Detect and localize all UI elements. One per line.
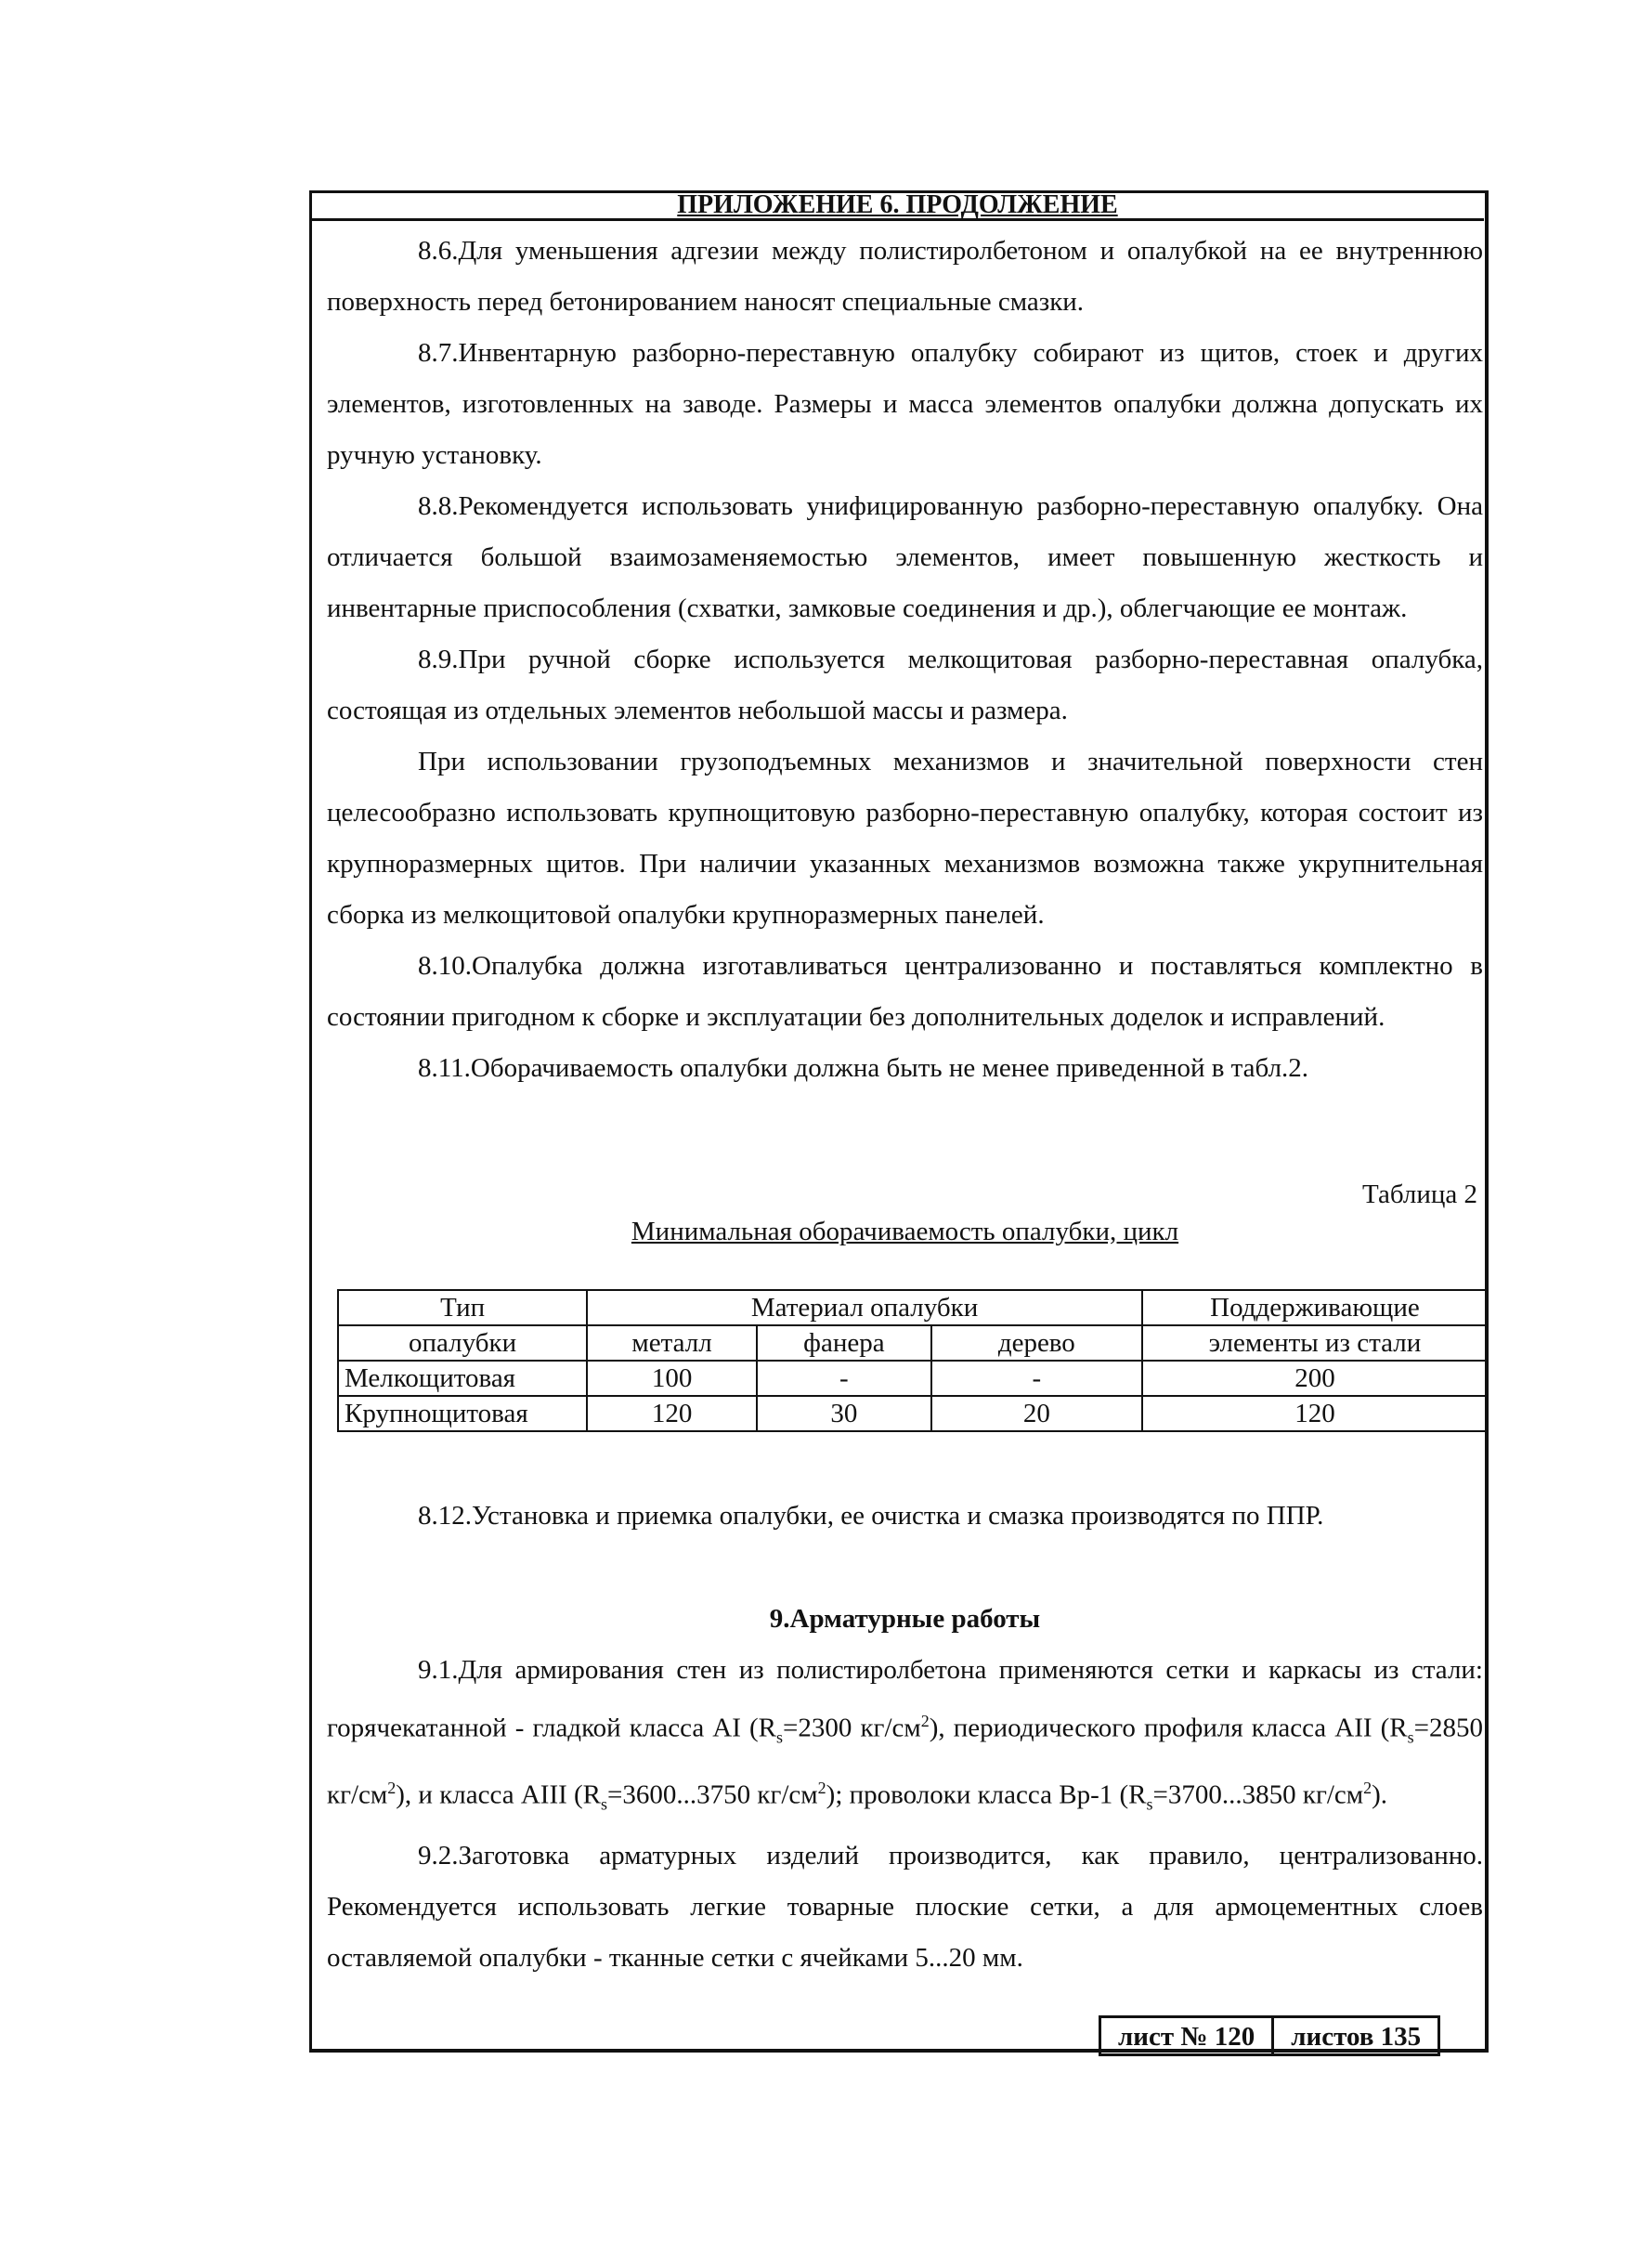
table-header-type-2: опалубки bbox=[338, 1325, 587, 1361]
table-cell: 200 bbox=[1142, 1361, 1488, 1396]
table-cell: 120 bbox=[587, 1396, 757, 1431]
appendix-header: ПРИЛОЖЕНИЕ 6. ПРОДОЛЖЕНИЕ bbox=[311, 192, 1484, 221]
table-cell: Мелкощитовая bbox=[338, 1361, 587, 1396]
table-cell: 30 bbox=[757, 1396, 931, 1431]
table-row bbox=[338, 1396, 1488, 1431]
p91-sup: 2 bbox=[920, 1712, 930, 1730]
p91-text-d: =2850 кг/см bbox=[327, 1713, 1483, 1811]
table-title: Минимальная оборачиваемость опалубки, цикл bbox=[631, 1217, 1179, 1246]
sheet-number: лист № 120 bbox=[1099, 2015, 1274, 2056]
p91-text-g: ); проволоки класса Bp-1 (R bbox=[826, 1780, 1147, 1811]
p91-sub: s bbox=[776, 1727, 784, 1747]
paragraph-8-10: 8.10.Опалубка должна изготавливаться централизованно и поставляться комплектно в состоянии пригодном к сборке и эксплуатации без дополнительных доделок и исправлений. bbox=[327, 951, 1483, 1032]
p91-sup: 2 bbox=[1363, 1779, 1372, 1798]
table-cell: 20 bbox=[931, 1396, 1142, 1431]
section-9-title: 9.Арматурные работы bbox=[769, 1604, 1041, 1634]
p91-sub: s bbox=[601, 1794, 608, 1814]
p91-sub: s bbox=[1146, 1794, 1153, 1814]
turnover-table bbox=[337, 1289, 1489, 1432]
p91-text-a: 9.1.Для армирования стен из полистиролбетона применяются сетки и каркасы из стали: горячекатанной - гладкой класса AI (R bbox=[327, 1655, 1483, 1743]
table-cell: 100 bbox=[587, 1361, 757, 1396]
sheet-footer bbox=[1099, 2015, 1440, 2056]
table-cell: - bbox=[931, 1361, 1142, 1396]
table-label: Таблица 2 bbox=[1361, 1180, 1477, 1209]
paragraph-8-9: 8.9.При ручной сборке используется мелкощитовая разборно-переставная опалубка, состоящая из отдельных элементов небольшой массы и размера. bbox=[327, 645, 1483, 725]
table-header-support-2: элементы из стали bbox=[1142, 1325, 1488, 1361]
table-header-material: Материал опалубки bbox=[587, 1290, 1142, 1325]
paragraph-8-11: 8.11.Оборачиваемость опалубки должна быть не менее приведенной в табл.2. bbox=[418, 1053, 1309, 1083]
body-block-2 bbox=[327, 1491, 1483, 1984]
p91-sup: 2 bbox=[817, 1779, 826, 1798]
p91-text-f: =3600...3750 кг/см bbox=[607, 1780, 818, 1811]
paragraph-9-2: 9.2.Заготовка арматурных изделий производится, как правило, централизованно. Рекомендуется использовать легкие товарные плоские сетки, а для армоцементных слоев оставляемой опалубки - тканные сетки с ячейками 5...20 мм. bbox=[327, 1840, 1483, 1973]
table-header-plywood: фанера bbox=[757, 1325, 931, 1361]
table-row bbox=[338, 1361, 1488, 1396]
p91-text-h: =3700...3850 кг/см bbox=[1152, 1780, 1364, 1811]
paragraph-8-7: 8.7.Инвентарную разборно-переставную опалубку собирают из щитов, стоек и других элементов, изготовленных на заводе. Размеры и масса элементов опалубки должна допускать их ручную установку. bbox=[327, 338, 1483, 470]
paragraph-9-1 bbox=[327, 1645, 1483, 1831]
paragraph-8-12: 8.12.Установка и приемка опалубки, ее очистка и смазка производятся по ППР. bbox=[418, 1501, 1324, 1531]
p91-text-c: ), периодического профиля класса AII (R bbox=[929, 1713, 1408, 1743]
table-header-metal: металл bbox=[587, 1325, 757, 1361]
table-cell: Крупнощитовая bbox=[338, 1396, 587, 1431]
table-header-wood: дерево bbox=[931, 1325, 1142, 1361]
paragraph-8-8: 8.8.Рекомендуется использовать унифицированную разборно-переставную опалубку. Она отличается большой взаимозаменяемостью элементов, имеет повышенную жесткость и инвентарные приспособления (схватки, замковые соединения и др.), облегчающие ее монтаж. bbox=[327, 491, 1483, 623]
p91-text-b: =2300 кг/см bbox=[783, 1713, 921, 1743]
table-cell: 120 bbox=[1142, 1396, 1488, 1431]
p91-text-e: ), и класса AIII (R bbox=[396, 1780, 602, 1811]
sheet-total: листов 135 bbox=[1274, 2015, 1440, 2056]
body-block-1 bbox=[327, 226, 1483, 1094]
p91-sub: s bbox=[1407, 1727, 1414, 1747]
table-cell: - bbox=[757, 1361, 931, 1396]
p91-sup: 2 bbox=[387, 1779, 397, 1798]
paragraph-8-6: 8.6.Для уменьшения адгезии между полистиролбетоном и опалубкой на ее внутреннюю поверхность перед бетонированием наносят специальные смазки. bbox=[327, 236, 1483, 317]
table-header-support-1: Поддерживающие bbox=[1142, 1290, 1488, 1325]
paragraph-8-9b: При использовании грузоподъемных механизмов и значительной поверхности стен целесообразно использовать крупнощитовую разборно-переставную опалубку, которая состоит из крупноразмерных щитов. При наличии указанных механизмов возможна также укрупнительная сборка из мелкощитовой опалубки крупноразмерных панелей. bbox=[327, 747, 1483, 930]
table-header-type-1: Тип bbox=[338, 1290, 587, 1325]
p91-text-i: ). bbox=[1372, 1780, 1388, 1811]
